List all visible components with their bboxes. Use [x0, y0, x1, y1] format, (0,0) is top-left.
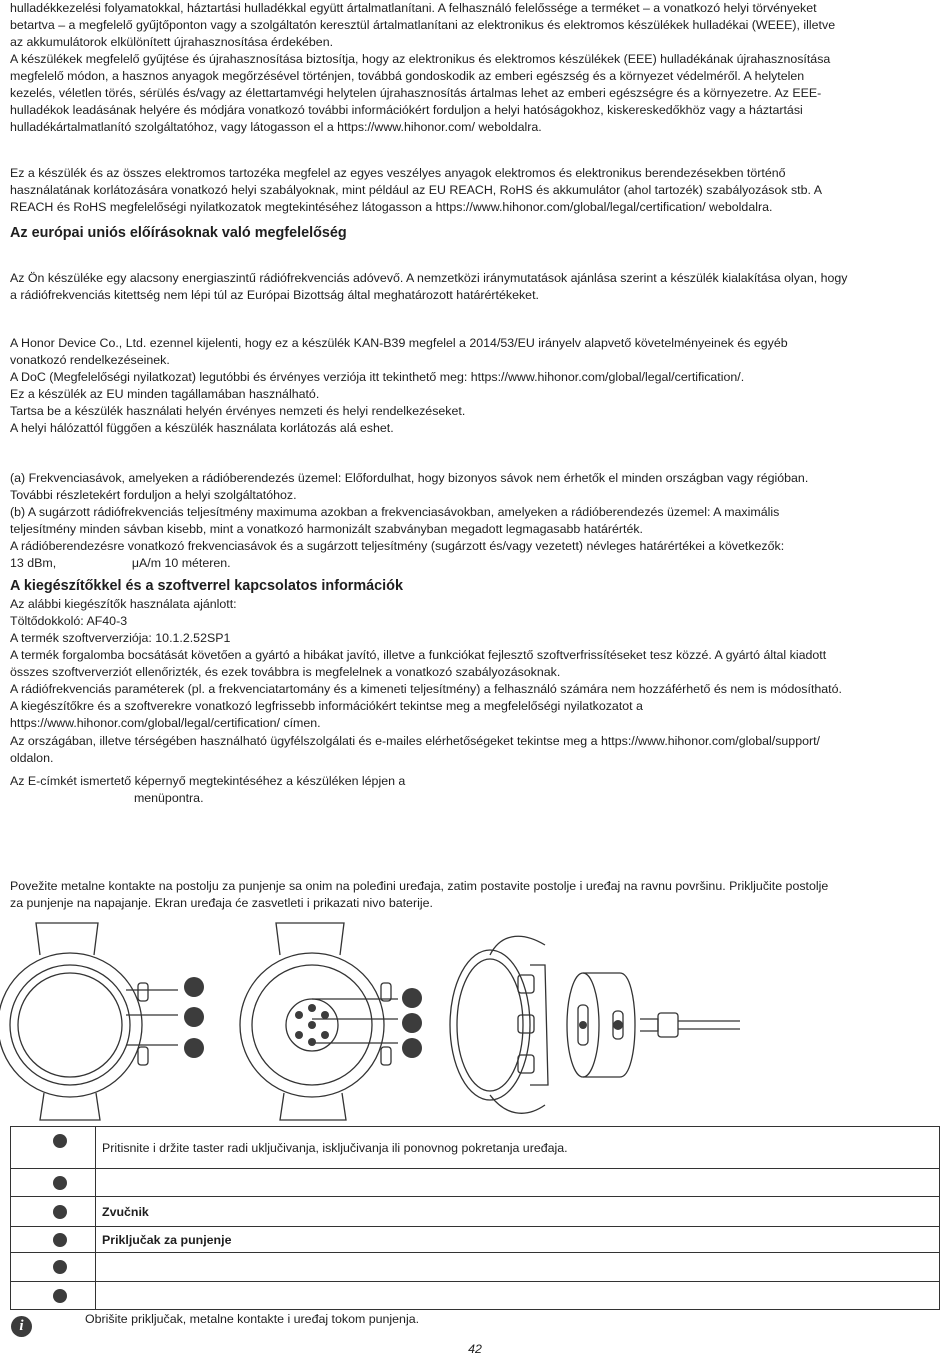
text-line: Töltődokkoló: AF40-3: [10, 614, 128, 628]
text-line: Ez a készülék az EU minden tagállamában használható.: [10, 387, 320, 401]
watch-illustration: [0, 915, 950, 1125]
text-line: A rádiófrekvenciás paraméterek (pl. a frekvenciatartomány és a kimeneti teljesítmény) a felhasználó számára nem hozzáférhető és nem is módosítható.: [10, 682, 842, 696]
callout-marker: [53, 1134, 67, 1148]
text-line: a rádiófrekvenciás kitettség nem lépi túl az Európai Bizottság által meghatározott határértékeket.: [10, 288, 539, 302]
text-line: A kiegészítőkre és a szoftverekre vonatkozó legfrissebb információkért tekintse meg a megfelelőségi nyilatkozatot a: [10, 699, 643, 713]
text-line: A készülékek megfelelő gyűjtése és újrahasznosítása biztosítja, hogy az elektronikus és elektromos készülékek (EEE) hulladékának újrahasznosítása: [10, 52, 831, 66]
text-line: az akkumulátorok elkülönített újrahasznosítása érdekében.: [10, 35, 334, 49]
callout-marker: [53, 1260, 67, 1274]
row-marker-cell: [11, 1227, 96, 1253]
text-line: A Honor Device Co., Ltd. ezennel kijelenti, hogy ez a készülék KAN-B39 megfelel a 2014/53/EU irányelv alapvető követelményeinek és egyéb: [10, 336, 788, 350]
callout-marker: [53, 1205, 67, 1219]
text-line: Tartsa be a készülék használati helyén érvényes nemzeti és helyi rendelkezéseket.: [10, 404, 466, 418]
text-line: A termék szoftververziója: 10.1.2.52SP1: [10, 631, 231, 645]
row-text: Zvučnik: [96, 1197, 940, 1227]
text-line: használatának korlátozására vonatkozó helyi szabályoknak, mint például az EU REACH, RoHS és akkumulátor (ahol tartozék) szabályozások stb. A: [10, 183, 822, 197]
text-line: Ez a készülék és az összes elektromos tartozéka megfelel az egyes veszélyes anyagok elektromos és elektronikus berendezésekben történő: [10, 166, 786, 180]
row-text: [96, 1253, 940, 1282]
text-line: Az országában, illetve térségében használható ügyfélszolgálati és e-mailes elérhetőségeket tekintse meg a https://www.hihonor.com/global/support/: [10, 734, 820, 748]
text-line: 13 dBm, μA/m 10 méteren.: [10, 556, 231, 570]
text-line: betartva – a megfelelő gyűjtőponton vagy a szolgáltatón keresztül ártalmatlanítani az elektronikus és elektromos készülékek hulladékai (WEEE), illetve: [10, 18, 836, 32]
text-line: További részletekért forduljon a helyi szolgáltatóhoz.: [10, 488, 297, 502]
info-icon: i: [11, 1316, 32, 1337]
row-text: [96, 1169, 940, 1197]
text-line: REACH és RoHS megfelelőségi nyilatkozatok megtekintéséhez látogasson a https://www.hihonor.com/global/legal/certification/ weboldalra.: [10, 200, 773, 214]
table-row: [11, 1197, 940, 1227]
text-line: hulladékkezelési folyamatokkal, háztartási hulladékkal együtt ártalmatlanítani. A felhasználó felelőssége a terméket – a vonatkozó helyi törvényeket: [10, 1, 817, 15]
text-line: hulladékártalmatlanító szolgáltatóhoz, vagy látogasson el a https://www.hihonor.com/ weboldalra.: [10, 120, 542, 134]
row-marker-cell: [11, 1169, 96, 1197]
text-line: (b) A sugárzott rádiófrekvenciás teljesítmény maximuma azokban a frekvenciasávokban, amelyeken a rádióberendezés üzemel: A maximális: [10, 505, 780, 519]
table-row: [11, 1127, 940, 1169]
row-text: Pritisnite i držite taster radi uključivanja, isključivanja ili ponovnog pokretanja uređaja.: [96, 1127, 940, 1169]
table-row: [11, 1282, 940, 1310]
rf-exposure-paragraph: [10, 270, 940, 304]
row-marker-cell: [11, 1253, 96, 1282]
text-line: kezelés, véletlen törés, sérülés és/vagy az élettartamvégi helytelen újrahasznosítás ártalmas lehet az emberi egészségre és a környezetre. Az EEE-: [10, 86, 822, 100]
text-line: za punjenje na napajanje. Ekran uređaja će zasvetleti i prikazati nivo baterije.: [10, 896, 433, 910]
row-text: [96, 1282, 940, 1310]
e-label-paragraph: [10, 773, 940, 807]
text-line: Az E-címkét ismertető képernyő megtekintéséhez a készüléken lépjen a: [10, 774, 406, 788]
text-line: teljesítmény minden sávban kisebb, mint a vonatkozó harmonizált szabványban megadott legmagasabb határérték.: [10, 522, 643, 536]
row-text: Priključak za punjenje: [96, 1227, 940, 1253]
support-paragraph: [10, 733, 940, 767]
text-line: A DoC (Megfelelőségi nyilatkozat) legutóbbi és érvényes verziója itt tekinthető meg: https://www.hihonor.com/global/legal/certification/.: [10, 370, 745, 384]
eu-compliance-heading: Az európai uniós előírásoknak való megfelelőség: [10, 225, 347, 241]
table-row: [11, 1169, 940, 1197]
text-line: A helyi hálózattól függően a készülék használata korlátozás alá eshet.: [10, 421, 394, 435]
text-line: Az Ön készüléke egy alacsony energiaszintű rádiófrekvenciás adóvevő. A nemzetközi iránymutatások ajánlása szerint a készülék kialakítása olyan, hogy: [10, 271, 848, 285]
accessories-paragraph: [10, 596, 940, 732]
watch-charger-view: [450, 936, 740, 1113]
callout-marker: [53, 1176, 67, 1190]
row-marker-cell: [11, 1197, 96, 1227]
frequency-paragraph: [10, 470, 940, 572]
accessories-heading: A kiegészítőkkel és a szoftverrel kapcsolatos információk: [10, 578, 403, 594]
watch-front-view: [0, 923, 178, 1120]
text-line: vonatkozó rendelkezéseinek.: [10, 353, 170, 367]
row-marker-cell: [11, 1282, 96, 1310]
page-number: 42: [468, 1342, 482, 1356]
callout-marker: [53, 1233, 67, 1247]
text-line: hulladékok leadásának helyére és módjára vonatkozó további információkért forduljon a helyi hatóságokhoz, kiskereskedőkhöz vagy a háztartási: [10, 103, 803, 117]
parts-table: [10, 1126, 940, 1310]
text-line: megfelelő módon, a hasznos anyagok megőrzésével történjen, továbbá gondoskodik az emberi egészség és a környezet védelméről. A helytelen: [10, 69, 805, 83]
watch-back-view: [240, 923, 398, 1120]
row-marker-cell: [11, 1127, 96, 1169]
reach-rohs-paragraph: [10, 165, 940, 216]
text-line: A termék forgalomba bocsátását követően a gyártó a hibákat javító, illetve a funkciókat fejlesztő szoftverfrissítéseket tesz közzé. A gyártó által kiadott: [10, 648, 827, 662]
text-line: https://www.hihonor.com/global/legal/certification/ címen.: [10, 716, 321, 730]
declaration-paragraph: [10, 335, 940, 437]
callout-marker: [53, 1289, 67, 1303]
weee-paragraph: [10, 0, 940, 136]
text-line: (a) Frekvenciasávok, amelyeken a rádióberendezés üzemel: Előfordulhat, hogy bizonyos sávok nem érhetők el minden országban vagy régióban.: [10, 471, 809, 485]
text-line: Az alábbi kiegészítők használata ajánlott:: [10, 597, 237, 611]
charging-note: Obrišite priključak, metalne kontakte i uređaj tokom punjenja.: [85, 1312, 420, 1326]
text-line: A rádióberendezésre vonatkozó frekvenciasávok és a sugárzott teljesítmény (sugárzott és/vagy vezetett) névleges határértékei a következők:: [10, 539, 785, 553]
text-line: menüpontra.: [10, 791, 204, 805]
charging-paragraph: [10, 878, 940, 912]
table-row: [11, 1227, 940, 1253]
text-line: oldalon.: [10, 751, 54, 765]
table-row: [11, 1253, 940, 1282]
text-line: Povežite metalne kontakte na postolju za punjenje sa onim na poleđini uređaja, zatim postavite postolje i uređaj na ravnu površinu. Priključite postolje: [10, 879, 829, 893]
text-line: összes szoftververziót ellenőrizték, és ezek továbbra is megfelelnek a vonatkozó szabályozásoknak.: [10, 665, 561, 679]
